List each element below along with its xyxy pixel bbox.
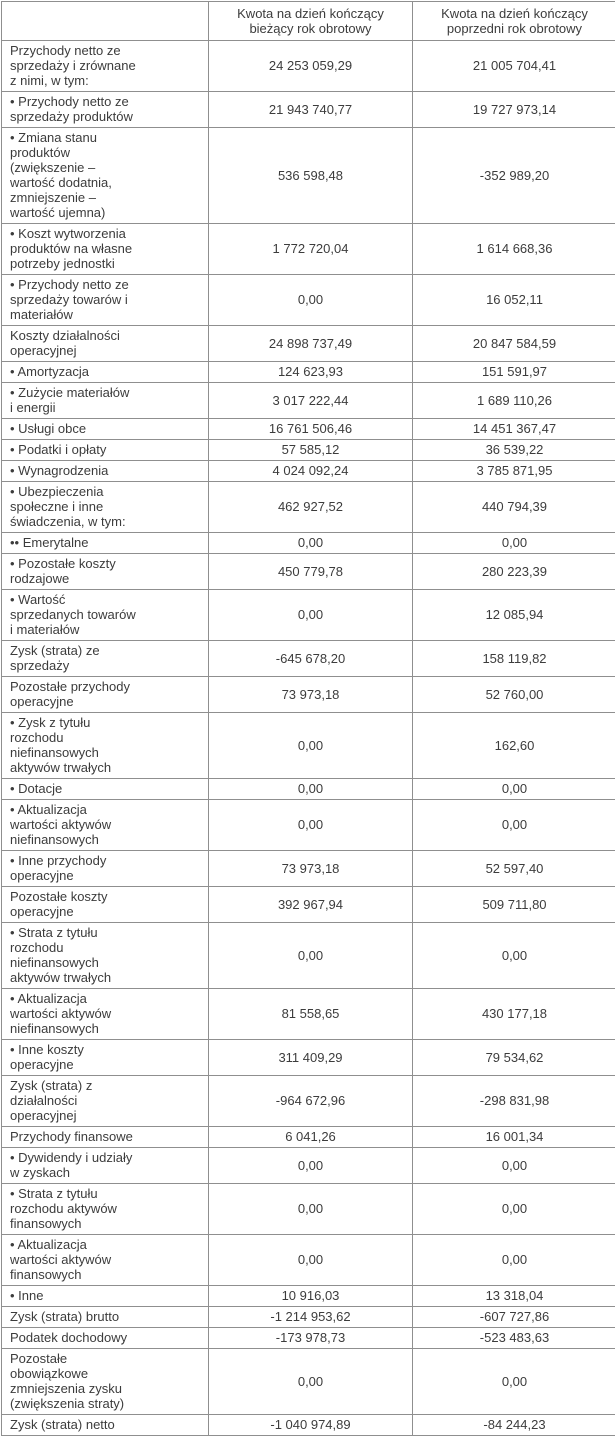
table-row: [2, 851, 615, 887]
table-row: [2, 1148, 615, 1184]
table-row: [2, 1415, 615, 1436]
row-label: • Zysk z tytułu rozchodu niefinansowych aktywów trwałych: [2, 713, 209, 779]
previous-year-value: 0,00: [413, 779, 615, 800]
table-row: [2, 1328, 615, 1349]
current-year-value: 462 927,52: [209, 482, 413, 533]
previous-year-value: 16 001,34: [413, 1127, 615, 1148]
current-year-value: 24 898 737,49: [209, 326, 413, 362]
previous-year-value: 1 689 110,26: [413, 383, 615, 419]
row-label-column-header: [2, 2, 209, 41]
current-year-value: 73 973,18: [209, 677, 413, 713]
previous-year-value: 0,00: [413, 1184, 615, 1235]
table-row: [2, 779, 615, 800]
row-label: •• Emerytalne: [2, 533, 209, 554]
previous-year-value: 0,00: [413, 533, 615, 554]
previous-year-value: -523 483,63: [413, 1328, 615, 1349]
table-row: [2, 440, 615, 461]
row-label: Podatek dochodowy: [2, 1328, 209, 1349]
row-label: • Inne: [2, 1286, 209, 1307]
row-label: • Podatki i opłaty: [2, 440, 209, 461]
row-label: • Dywidendy i udziały w zyskach: [2, 1148, 209, 1184]
current-year-value: -1 214 953,62: [209, 1307, 413, 1328]
current-year-value: 450 779,78: [209, 554, 413, 590]
current-year-value: 0,00: [209, 590, 413, 641]
current-year-value: 81 558,65: [209, 989, 413, 1040]
row-label: • Ubezpieczenia społeczne i inne świadczenia, w tym:: [2, 482, 209, 533]
row-label: Pozostałe przychody operacyjne: [2, 677, 209, 713]
previous-year-value: 440 794,39: [413, 482, 615, 533]
row-label: • Zużycie materiałów i energii: [2, 383, 209, 419]
row-label: • Amortyzacja: [2, 362, 209, 383]
row-label: • Aktualizacja wartości aktywów niefinansowych: [2, 989, 209, 1040]
previous-year-value: 158 119,82: [413, 641, 615, 677]
header-row: [2, 2, 615, 41]
previous-year-value: 13 318,04: [413, 1286, 615, 1307]
previous-year-value: -298 831,98: [413, 1076, 615, 1127]
previous-year-value: 12 085,94: [413, 590, 615, 641]
table-header: [2, 2, 615, 41]
table-row: [2, 1127, 615, 1148]
previous-year-value: 52 760,00: [413, 677, 615, 713]
table-row: [2, 533, 615, 554]
previous-year-value: 430 177,18: [413, 989, 615, 1040]
row-label: • Aktualizacja wartości aktywów niefinansowych: [2, 800, 209, 851]
row-label: Przychody netto ze sprzedaży i zrównane z nimi, w tym:: [2, 41, 209, 92]
table-row: [2, 383, 615, 419]
table-row: [2, 1349, 615, 1415]
table-row: [2, 641, 615, 677]
current-year-value: 16 761 506,46: [209, 419, 413, 440]
previous-year-value: 0,00: [413, 923, 615, 989]
table-row: [2, 800, 615, 851]
previous-year-value: 162,60: [413, 713, 615, 779]
row-label: • Koszt wytworzenia produktów na własne potrzeby jednostki: [2, 224, 209, 275]
previous-year-value: 79 534,62: [413, 1040, 615, 1076]
current-year-value: 0,00: [209, 1235, 413, 1286]
current-year-value: 392 967,94: [209, 887, 413, 923]
current-year-value: 0,00: [209, 923, 413, 989]
current-year-value: 0,00: [209, 1184, 413, 1235]
current-year-value: 10 916,03: [209, 1286, 413, 1307]
table-row: [2, 677, 615, 713]
previous-year-value: 52 597,40: [413, 851, 615, 887]
table-row: [2, 1235, 615, 1286]
previous-year-value: -607 727,86: [413, 1307, 615, 1328]
table-row: [2, 1286, 615, 1307]
current-year-value: 6 041,26: [209, 1127, 413, 1148]
row-label: Zysk (strata) brutto: [2, 1307, 209, 1328]
table-row: [2, 554, 615, 590]
previous-year-value: 14 451 367,47: [413, 419, 615, 440]
table-row: [2, 590, 615, 641]
table-row: [2, 1184, 615, 1235]
previous-year-value: 0,00: [413, 1235, 615, 1286]
row-label: • Dotacje: [2, 779, 209, 800]
current-year-value: 24 253 059,29: [209, 41, 413, 92]
current-year-value: -1 040 974,89: [209, 1415, 413, 1436]
table-row: [2, 92, 615, 128]
current-year-value: 73 973,18: [209, 851, 413, 887]
current-year-value: -173 978,73: [209, 1328, 413, 1349]
row-label: • Aktualizacja wartości aktywów finansowych: [2, 1235, 209, 1286]
table-row: [2, 275, 615, 326]
previous-year-value: 0,00: [413, 1148, 615, 1184]
current-year-value: 0,00: [209, 779, 413, 800]
previous-year-value: -352 989,20: [413, 128, 615, 224]
row-label: Przychody finansowe: [2, 1127, 209, 1148]
current-year-value: 536 598,48: [209, 128, 413, 224]
row-label: • Strata z tytułu rozchodu niefinansowych aktywów trwałych: [2, 923, 209, 989]
previous-year-value: 151 591,97: [413, 362, 615, 383]
profit-and-loss-table: [1, 1, 615, 1436]
table-row: [2, 224, 615, 275]
current-year-value: 0,00: [209, 275, 413, 326]
row-label: Zysk (strata) ze sprzedaży: [2, 641, 209, 677]
previous-year-value: 36 539,22: [413, 440, 615, 461]
table-row: [2, 419, 615, 440]
table-row: [2, 1076, 615, 1127]
current-year-value: -964 672,96: [209, 1076, 413, 1127]
table-row: [2, 362, 615, 383]
row-label: • Przychody netto ze sprzedaży produktów: [2, 92, 209, 128]
table-row: [2, 1040, 615, 1076]
row-label: • Pozostałe koszty rodzajowe: [2, 554, 209, 590]
current-year-value: -645 678,20: [209, 641, 413, 677]
row-label: Zysk (strata) netto: [2, 1415, 209, 1436]
row-label: Pozostałe obowiązkowe zmniejszenia zysku (zwiększenia straty): [2, 1349, 209, 1415]
table-row: [2, 713, 615, 779]
row-label: Koszty działalności operacyjnej: [2, 326, 209, 362]
current-year-value: 4 024 092,24: [209, 461, 413, 482]
table-row: [2, 41, 615, 92]
row-label: • Wartość sprzedanych towarów i materiałów: [2, 590, 209, 641]
table-row: [2, 326, 615, 362]
row-label: • Zmiana stanu produktów (zwiększenie – wartość dodatnia, zmniejszenie – wartość ujemna): [2, 128, 209, 224]
table-row: [2, 923, 615, 989]
current-year-value: 0,00: [209, 713, 413, 779]
previous-year-value: 21 005 704,41: [413, 41, 615, 92]
previous-year-value: 509 711,80: [413, 887, 615, 923]
current-year-value: 0,00: [209, 1148, 413, 1184]
table-row: [2, 887, 615, 923]
table-row: [2, 1307, 615, 1328]
row-label: • Wynagrodzenia: [2, 461, 209, 482]
previous-year-value: -84 244,23: [413, 1415, 615, 1436]
table-body: [2, 41, 615, 1436]
previous-year-value: 1 614 668,36: [413, 224, 615, 275]
row-label: • Usługi obce: [2, 419, 209, 440]
previous-year-column-header: Kwota na dzień kończący poprzedni rok obrotowy: [413, 2, 615, 41]
current-year-value: 3 017 222,44: [209, 383, 413, 419]
current-year-value: 21 943 740,77: [209, 92, 413, 128]
current-year-value: 57 585,12: [209, 440, 413, 461]
previous-year-value: 19 727 973,14: [413, 92, 615, 128]
previous-year-value: 280 223,39: [413, 554, 615, 590]
current-year-column-header: Kwota na dzień kończący bieżący rok obrotowy: [209, 2, 413, 41]
current-year-value: 311 409,29: [209, 1040, 413, 1076]
row-label: Pozostałe koszty operacyjne: [2, 887, 209, 923]
current-year-value: 0,00: [209, 1349, 413, 1415]
current-year-value: 124 623,93: [209, 362, 413, 383]
row-label: Zysk (strata) z działalności operacyjnej: [2, 1076, 209, 1127]
row-label: • Inne koszty operacyjne: [2, 1040, 209, 1076]
row-label: • Inne przychody operacyjne: [2, 851, 209, 887]
current-year-value: 0,00: [209, 533, 413, 554]
table-row: [2, 989, 615, 1040]
previous-year-value: 16 052,11: [413, 275, 615, 326]
previous-year-value: 0,00: [413, 800, 615, 851]
previous-year-value: 3 785 871,95: [413, 461, 615, 482]
table-row: [2, 128, 615, 224]
previous-year-value: 20 847 584,59: [413, 326, 615, 362]
table-row: [2, 482, 615, 533]
current-year-value: 1 772 720,04: [209, 224, 413, 275]
current-year-value: 0,00: [209, 800, 413, 851]
table-row: [2, 461, 615, 482]
row-label: • Przychody netto ze sprzedaży towarów i materiałów: [2, 275, 209, 326]
row-label: • Strata z tytułu rozchodu aktywów finansowych: [2, 1184, 209, 1235]
previous-year-value: 0,00: [413, 1349, 615, 1415]
